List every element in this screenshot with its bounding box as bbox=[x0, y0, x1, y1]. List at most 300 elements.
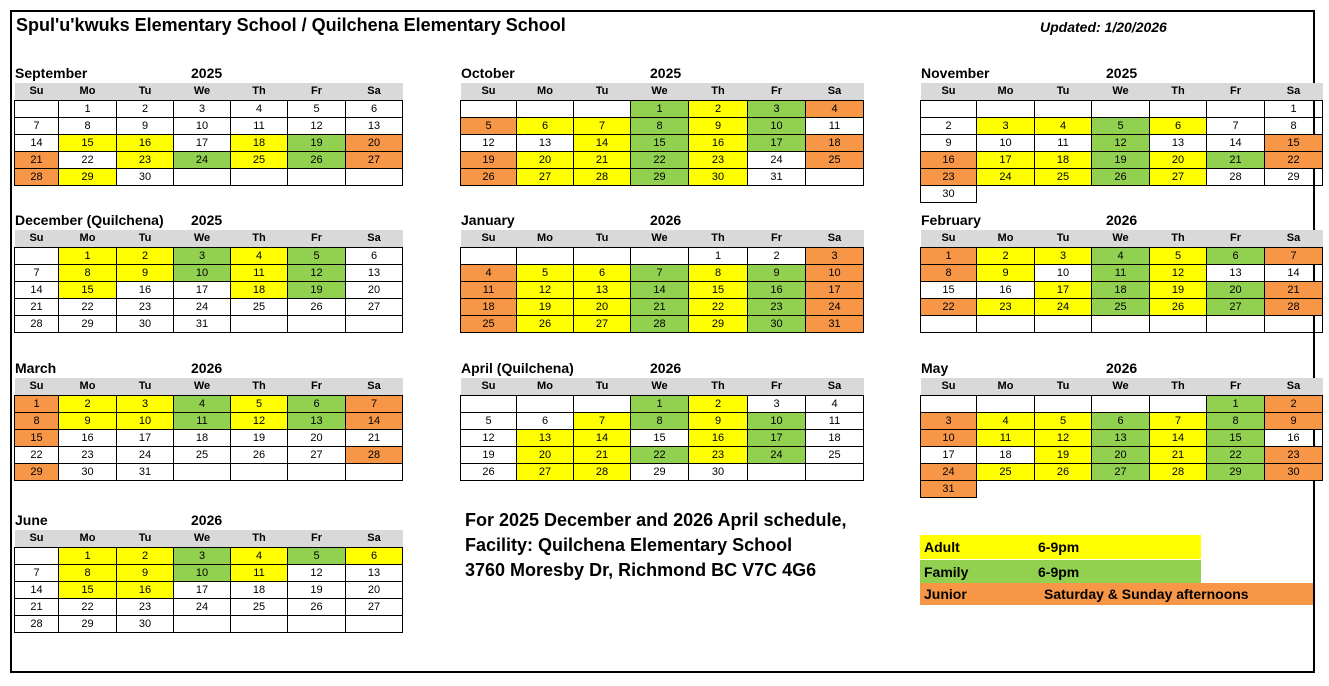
day-cell: 2 bbox=[689, 395, 748, 412]
week-row bbox=[15, 151, 403, 168]
weekday-header-row bbox=[921, 378, 1323, 395]
weekday-label: Mo bbox=[59, 230, 117, 247]
day-cell: 15 bbox=[59, 134, 117, 151]
weekday-header-row bbox=[921, 230, 1323, 247]
day-cell: 9 bbox=[689, 412, 748, 429]
day-cell: 14 bbox=[15, 134, 59, 151]
facility-note bbox=[465, 508, 847, 583]
day-cell: 28 bbox=[15, 615, 59, 632]
week-row bbox=[921, 151, 1323, 168]
day-cell: 22 bbox=[1207, 446, 1265, 463]
day-cell: 20 bbox=[574, 298, 631, 315]
day-cell: 14 bbox=[574, 134, 631, 151]
month-calendar-table bbox=[460, 378, 864, 481]
day-cell: 27 bbox=[517, 168, 574, 185]
day-cell: 6 bbox=[517, 117, 574, 134]
day-cell bbox=[346, 168, 403, 185]
day-cell: 2 bbox=[1265, 395, 1323, 412]
day-cell: 24 bbox=[806, 298, 864, 315]
day-cell: 7 bbox=[1265, 247, 1323, 264]
day-cell: 2 bbox=[59, 395, 117, 412]
day-cell: 21 bbox=[574, 151, 631, 168]
day-cell: 25 bbox=[806, 446, 864, 463]
weekday-label: Tu bbox=[1035, 230, 1092, 247]
month-calendar-table bbox=[14, 83, 403, 186]
day-cell bbox=[977, 395, 1035, 412]
weekday-label: Mo bbox=[517, 83, 574, 100]
week-row bbox=[461, 264, 864, 281]
day-cell: 17 bbox=[174, 134, 231, 151]
weekday-header-row bbox=[15, 378, 403, 395]
day-cell: 19 bbox=[461, 151, 517, 168]
day-cell: 1 bbox=[689, 247, 748, 264]
day-cell: 9 bbox=[59, 412, 117, 429]
weekday-label: Mo bbox=[59, 83, 117, 100]
week-row bbox=[15, 412, 403, 429]
day-cell bbox=[1035, 395, 1092, 412]
day-cell bbox=[231, 315, 288, 332]
day-cell bbox=[806, 168, 864, 185]
day-cell: 3 bbox=[174, 100, 231, 117]
month-year: 2025 bbox=[191, 65, 223, 81]
day-cell: 17 bbox=[806, 281, 864, 298]
weekday-label: Fr bbox=[1207, 230, 1265, 247]
day-cell: 15 bbox=[1207, 429, 1265, 446]
week-row bbox=[461, 395, 864, 412]
day-cell: 20 bbox=[346, 581, 403, 598]
weekday-label: Th bbox=[1150, 230, 1207, 247]
weekday-label: Su bbox=[15, 378, 59, 395]
weekday-label: Sa bbox=[806, 83, 864, 100]
day-cell: 27 bbox=[1150, 168, 1207, 185]
month-header bbox=[920, 210, 1322, 230]
month-7 bbox=[460, 358, 864, 481]
month-calendar-table bbox=[14, 378, 403, 481]
week-row bbox=[921, 117, 1323, 134]
day-cell: 7 bbox=[15, 264, 59, 281]
weekday-label: Su bbox=[921, 230, 977, 247]
day-cell bbox=[461, 100, 517, 117]
day-cell bbox=[1092, 395, 1150, 412]
day-cell: 30 bbox=[921, 185, 977, 202]
day-cell: 6 bbox=[346, 247, 403, 264]
weekday-label: Mo bbox=[59, 530, 117, 547]
weekday-label: Sa bbox=[346, 230, 403, 247]
legend-adult-label: Adult bbox=[924, 539, 960, 555]
day-cell: 13 bbox=[346, 564, 403, 581]
weekday-label: Tu bbox=[1035, 83, 1092, 100]
weekday-label: Fr bbox=[1207, 83, 1265, 100]
day-cell: 26 bbox=[288, 598, 346, 615]
day-cell: 20 bbox=[288, 429, 346, 446]
day-cell: 27 bbox=[346, 151, 403, 168]
month-1 bbox=[460, 63, 864, 186]
day-cell bbox=[806, 463, 864, 480]
day-cell bbox=[977, 315, 1035, 332]
day-cell: 10 bbox=[748, 412, 806, 429]
day-cell bbox=[574, 247, 631, 264]
day-cell: 10 bbox=[117, 412, 174, 429]
day-cell: 2 bbox=[689, 100, 748, 117]
day-cell: 29 bbox=[59, 168, 117, 185]
week-row bbox=[461, 168, 864, 185]
weekday-label: Sa bbox=[806, 378, 864, 395]
day-cell bbox=[517, 100, 574, 117]
day-cell: 27 bbox=[574, 315, 631, 332]
day-cell: 16 bbox=[689, 429, 748, 446]
day-cell: 10 bbox=[977, 134, 1035, 151]
weekday-label: Su bbox=[15, 83, 59, 100]
weekday-label: We bbox=[1092, 378, 1150, 395]
day-cell: 19 bbox=[288, 281, 346, 298]
week-row bbox=[461, 446, 864, 463]
day-cell: 19 bbox=[1035, 446, 1092, 463]
day-cell: 3 bbox=[921, 412, 977, 429]
day-cell: 28 bbox=[574, 463, 631, 480]
month-header bbox=[920, 63, 1322, 83]
day-cell: 20 bbox=[346, 134, 403, 151]
day-cell: 16 bbox=[117, 281, 174, 298]
day-cell: 27 bbox=[1092, 463, 1150, 480]
day-cell: 13 bbox=[1207, 264, 1265, 281]
weekday-label: Tu bbox=[117, 83, 174, 100]
week-row bbox=[15, 446, 403, 463]
day-cell bbox=[1150, 315, 1207, 332]
week-row bbox=[15, 264, 403, 281]
day-cell: 18 bbox=[461, 298, 517, 315]
day-cell: 28 bbox=[15, 315, 59, 332]
day-cell: 26 bbox=[288, 151, 346, 168]
day-cell bbox=[231, 463, 288, 480]
month-name: March bbox=[15, 360, 57, 376]
week-row bbox=[921, 264, 1323, 281]
day-cell: 5 bbox=[288, 100, 346, 117]
day-cell: 3 bbox=[174, 247, 231, 264]
legend-adult bbox=[920, 535, 1201, 559]
day-cell: 17 bbox=[748, 429, 806, 446]
day-cell: 16 bbox=[59, 429, 117, 446]
legend-junior bbox=[920, 583, 1313, 605]
day-cell: 8 bbox=[59, 564, 117, 581]
day-cell: 28 bbox=[15, 168, 59, 185]
day-cell: 5 bbox=[288, 547, 346, 564]
day-cell: 19 bbox=[1150, 281, 1207, 298]
month-calendar-table bbox=[14, 230, 403, 333]
day-cell: 18 bbox=[231, 581, 288, 598]
day-cell bbox=[288, 463, 346, 480]
weekday-label: Tu bbox=[117, 530, 174, 547]
month-header bbox=[14, 210, 402, 230]
day-cell: 24 bbox=[921, 463, 977, 480]
day-cell: 5 bbox=[1150, 247, 1207, 264]
month-calendar-table bbox=[460, 83, 864, 186]
day-cell: 12 bbox=[1035, 429, 1092, 446]
weekday-label: We bbox=[631, 83, 689, 100]
day-cell: 18 bbox=[1035, 151, 1092, 168]
day-cell bbox=[517, 395, 574, 412]
weekday-label: Mo bbox=[977, 83, 1035, 100]
day-cell: 7 bbox=[346, 395, 403, 412]
weekday-label: Mo bbox=[517, 230, 574, 247]
day-cell: 30 bbox=[689, 463, 748, 480]
day-cell: 26 bbox=[1150, 298, 1207, 315]
month-2 bbox=[920, 63, 1323, 203]
day-cell: 8 bbox=[15, 412, 59, 429]
day-cell: 6 bbox=[574, 264, 631, 281]
day-cell: 16 bbox=[689, 134, 748, 151]
day-cell: 2 bbox=[921, 117, 977, 134]
day-cell: 6 bbox=[1207, 247, 1265, 264]
day-cell: 12 bbox=[288, 564, 346, 581]
day-cell: 23 bbox=[748, 298, 806, 315]
day-cell: 6 bbox=[288, 395, 346, 412]
day-cell: 12 bbox=[461, 134, 517, 151]
day-cell: 15 bbox=[631, 134, 689, 151]
month-calendar-table bbox=[14, 530, 403, 633]
day-cell: 4 bbox=[461, 264, 517, 281]
page-title: Spul'u'kwuks Elementary School / Quilchena Elementary School bbox=[16, 15, 566, 35]
day-cell: 10 bbox=[174, 117, 231, 134]
day-cell: 11 bbox=[231, 264, 288, 281]
day-cell bbox=[15, 100, 59, 117]
day-cell: 4 bbox=[806, 100, 864, 117]
day-cell bbox=[574, 100, 631, 117]
day-cell: 1 bbox=[59, 247, 117, 264]
day-cell: 21 bbox=[1207, 151, 1265, 168]
day-cell: 1 bbox=[921, 247, 977, 264]
day-cell: 25 bbox=[806, 151, 864, 168]
week-row bbox=[15, 395, 403, 412]
day-cell: 24 bbox=[1035, 298, 1092, 315]
weekday-label: Su bbox=[461, 83, 517, 100]
week-row bbox=[15, 100, 403, 117]
week-row bbox=[461, 412, 864, 429]
day-cell: 26 bbox=[461, 463, 517, 480]
weekday-label: Tu bbox=[574, 230, 631, 247]
week-row bbox=[15, 598, 403, 615]
day-cell: 27 bbox=[1207, 298, 1265, 315]
day-cell: 19 bbox=[461, 446, 517, 463]
weekday-header-row bbox=[461, 230, 864, 247]
day-cell: 7 bbox=[15, 564, 59, 581]
month-header bbox=[460, 358, 863, 378]
legend-junior-label: Junior bbox=[924, 586, 967, 602]
day-cell: 8 bbox=[59, 264, 117, 281]
day-cell: 14 bbox=[15, 581, 59, 598]
day-cell: 22 bbox=[689, 298, 748, 315]
day-cell: 4 bbox=[231, 247, 288, 264]
day-cell bbox=[921, 315, 977, 332]
day-cell: 8 bbox=[689, 264, 748, 281]
day-cell: 31 bbox=[748, 168, 806, 185]
week-row bbox=[461, 247, 864, 264]
week-row bbox=[15, 298, 403, 315]
week-row bbox=[921, 395, 1323, 412]
week-row bbox=[15, 581, 403, 598]
day-cell: 24 bbox=[977, 168, 1035, 185]
week-row bbox=[921, 480, 1323, 497]
day-cell bbox=[574, 395, 631, 412]
day-cell bbox=[461, 247, 517, 264]
day-cell: 3 bbox=[1035, 247, 1092, 264]
week-row bbox=[461, 100, 864, 117]
month-5 bbox=[920, 210, 1323, 333]
day-cell: 16 bbox=[117, 134, 174, 151]
month-calendar-table bbox=[460, 230, 864, 333]
day-cell: 14 bbox=[574, 429, 631, 446]
month-calendar-table bbox=[920, 230, 1323, 333]
day-cell: 31 bbox=[117, 463, 174, 480]
day-cell: 26 bbox=[288, 298, 346, 315]
day-cell: 30 bbox=[59, 463, 117, 480]
day-cell: 1 bbox=[1207, 395, 1265, 412]
day-cell: 18 bbox=[977, 446, 1035, 463]
day-cell: 17 bbox=[117, 429, 174, 446]
day-cell bbox=[346, 315, 403, 332]
week-row bbox=[921, 446, 1323, 463]
day-cell: 2 bbox=[117, 100, 174, 117]
day-cell: 28 bbox=[1207, 168, 1265, 185]
day-cell: 10 bbox=[748, 117, 806, 134]
day-cell: 23 bbox=[1265, 446, 1323, 463]
day-cell: 25 bbox=[1092, 298, 1150, 315]
day-cell: 17 bbox=[977, 151, 1035, 168]
weekday-label: Su bbox=[15, 230, 59, 247]
weekday-label: Th bbox=[689, 230, 748, 247]
day-cell bbox=[346, 463, 403, 480]
day-cell: 16 bbox=[977, 281, 1035, 298]
day-cell: 29 bbox=[631, 168, 689, 185]
weekday-label: Mo bbox=[977, 378, 1035, 395]
week-row bbox=[461, 315, 864, 332]
day-cell: 22 bbox=[1265, 151, 1323, 168]
day-cell: 21 bbox=[631, 298, 689, 315]
day-cell: 16 bbox=[921, 151, 977, 168]
day-cell: 15 bbox=[631, 429, 689, 446]
week-row bbox=[921, 429, 1323, 446]
day-cell: 26 bbox=[1035, 463, 1092, 480]
weekday-label: Sa bbox=[1265, 83, 1323, 100]
day-cell bbox=[631, 247, 689, 264]
weekday-label: We bbox=[174, 378, 231, 395]
weekday-label: Su bbox=[461, 378, 517, 395]
day-cell: 29 bbox=[59, 615, 117, 632]
day-cell: 11 bbox=[977, 429, 1035, 446]
day-cell: 14 bbox=[1207, 134, 1265, 151]
weekday-label: Sa bbox=[346, 530, 403, 547]
weekday-label: Su bbox=[461, 230, 517, 247]
day-cell: 27 bbox=[288, 446, 346, 463]
week-row bbox=[461, 151, 864, 168]
day-cell: 3 bbox=[977, 117, 1035, 134]
weekday-label: Fr bbox=[748, 83, 806, 100]
day-cell: 4 bbox=[1035, 117, 1092, 134]
day-cell: 14 bbox=[631, 281, 689, 298]
note-line-facility: Facility: Quilchena Elementary School bbox=[465, 535, 793, 555]
weekday-label: Su bbox=[921, 378, 977, 395]
day-cell: 14 bbox=[1265, 264, 1323, 281]
weekday-label: Su bbox=[921, 83, 977, 100]
day-cell: 22 bbox=[631, 446, 689, 463]
day-cell: 9 bbox=[117, 117, 174, 134]
week-row bbox=[461, 429, 864, 446]
weekday-header-row bbox=[461, 378, 864, 395]
day-cell: 26 bbox=[517, 315, 574, 332]
day-cell: 8 bbox=[631, 412, 689, 429]
day-cell: 18 bbox=[806, 134, 864, 151]
weekday-label: We bbox=[631, 378, 689, 395]
month-name: June bbox=[15, 512, 48, 528]
day-cell: 13 bbox=[574, 281, 631, 298]
legend-junior-time: Saturday & Sunday afternoons bbox=[1044, 586, 1249, 602]
day-cell: 8 bbox=[1265, 117, 1323, 134]
day-cell: 27 bbox=[346, 598, 403, 615]
day-cell: 21 bbox=[15, 151, 59, 168]
weekday-label: Fr bbox=[288, 378, 346, 395]
week-row bbox=[921, 134, 1323, 151]
day-cell bbox=[346, 615, 403, 632]
day-cell: 5 bbox=[517, 264, 574, 281]
day-cell: 14 bbox=[1150, 429, 1207, 446]
day-cell bbox=[921, 395, 977, 412]
weekday-label: Tu bbox=[117, 378, 174, 395]
week-row bbox=[461, 463, 864, 480]
month-year: 2025 bbox=[650, 65, 682, 81]
day-cell: 21 bbox=[15, 598, 59, 615]
day-cell: 13 bbox=[288, 412, 346, 429]
day-cell: 12 bbox=[517, 281, 574, 298]
week-row bbox=[921, 100, 1323, 117]
day-cell bbox=[1207, 315, 1265, 332]
day-cell: 7 bbox=[574, 412, 631, 429]
day-cell: 17 bbox=[1035, 281, 1092, 298]
day-cell: 9 bbox=[977, 264, 1035, 281]
day-cell: 25 bbox=[461, 315, 517, 332]
day-cell: 23 bbox=[117, 598, 174, 615]
day-cell: 29 bbox=[1265, 168, 1323, 185]
day-cell: 16 bbox=[748, 281, 806, 298]
day-cell: 17 bbox=[748, 134, 806, 151]
day-cell: 29 bbox=[15, 463, 59, 480]
day-cell: 8 bbox=[59, 117, 117, 134]
day-cell: 13 bbox=[346, 117, 403, 134]
day-cell: 22 bbox=[921, 298, 977, 315]
month-name: January bbox=[461, 212, 515, 228]
day-cell: 12 bbox=[461, 429, 517, 446]
day-cell: 5 bbox=[231, 395, 288, 412]
day-cell: 21 bbox=[1150, 446, 1207, 463]
weekday-label: Th bbox=[231, 230, 288, 247]
note-line-address: 3760 Moresby Dr, Richmond BC V7C 4G6 bbox=[465, 560, 817, 580]
month-year: 2026 bbox=[191, 512, 223, 528]
month-name: October bbox=[461, 65, 515, 81]
day-cell: 8 bbox=[631, 117, 689, 134]
day-cell: 4 bbox=[977, 412, 1035, 429]
day-cell: 4 bbox=[806, 395, 864, 412]
day-cell: 26 bbox=[461, 168, 517, 185]
legend-family-label: Family bbox=[924, 564, 969, 580]
week-row bbox=[15, 134, 403, 151]
day-cell bbox=[748, 463, 806, 480]
week-row bbox=[921, 281, 1323, 298]
day-cell: 3 bbox=[748, 395, 806, 412]
month-header bbox=[460, 63, 863, 83]
month-year: 2025 bbox=[1106, 65, 1138, 81]
weekday-label: We bbox=[1092, 230, 1150, 247]
weekday-label: Sa bbox=[346, 378, 403, 395]
week-row bbox=[461, 117, 864, 134]
day-cell: 3 bbox=[117, 395, 174, 412]
